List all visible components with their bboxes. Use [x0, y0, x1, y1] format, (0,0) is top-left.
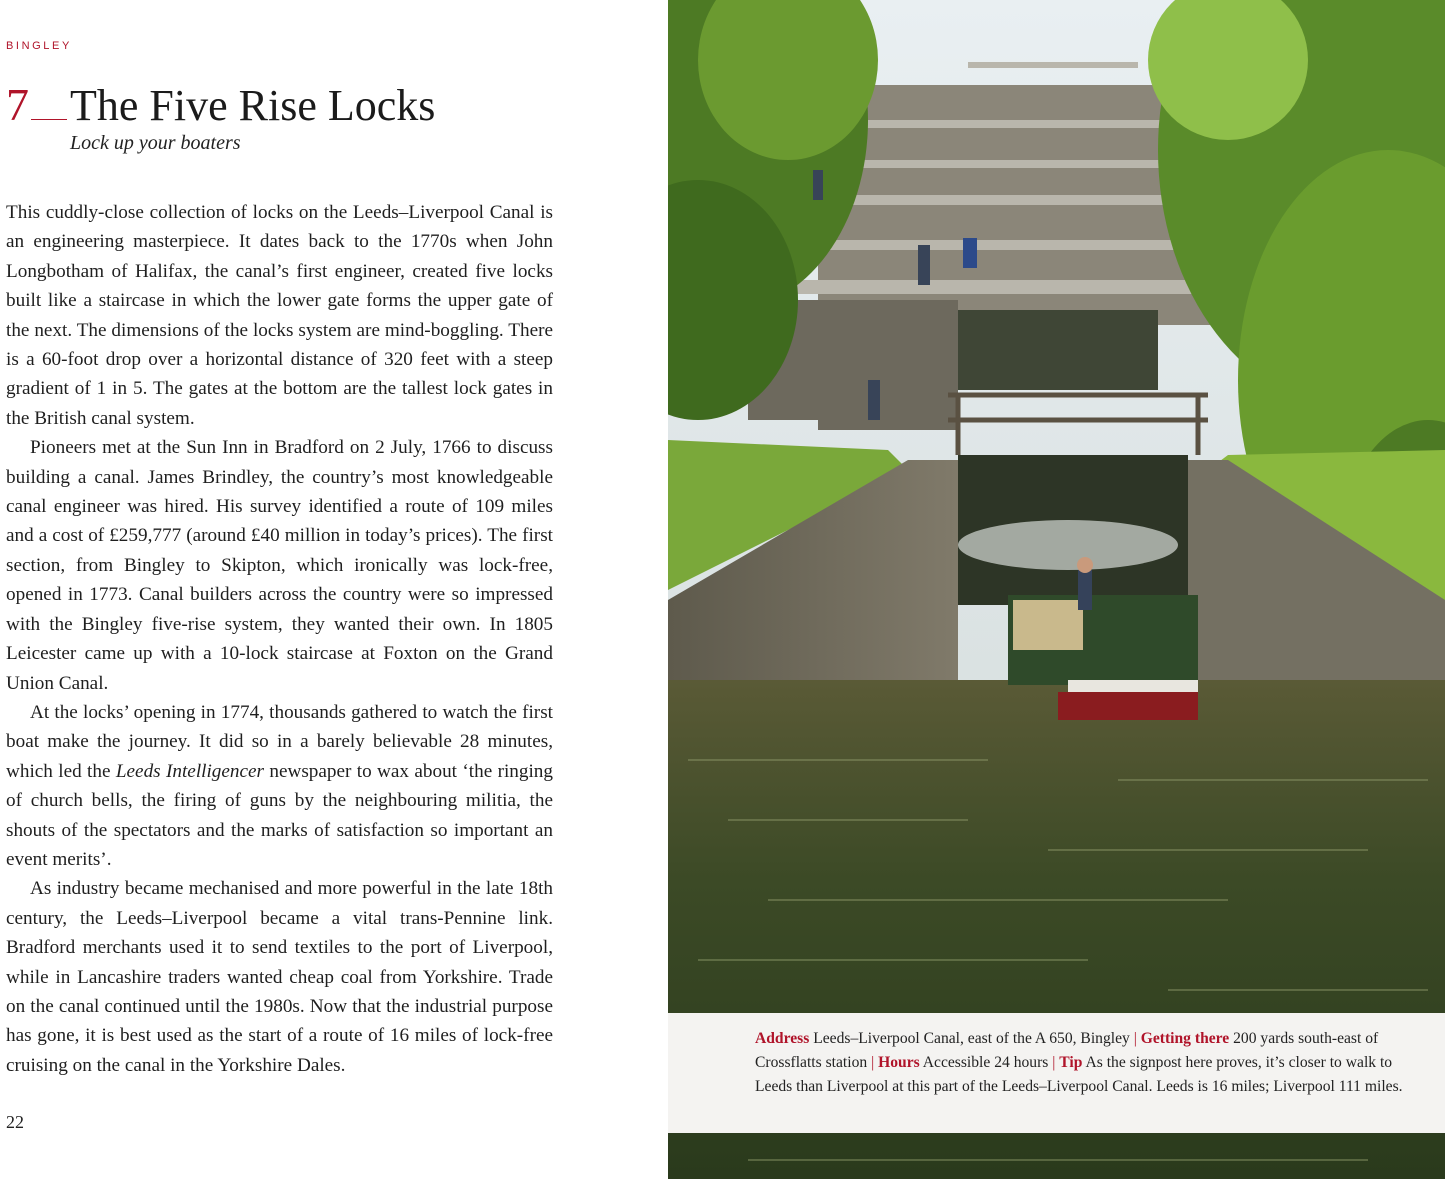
chapter-rule	[31, 119, 67, 120]
newspaper-name: Leeds Intelligencer	[115, 760, 265, 782]
caption-separator: |	[871, 1054, 875, 1071]
paragraph-3	[6, 698, 553, 874]
paragraph-4: As industry became mechanised and more powerful in the late 18th century, the Leeds–Liverpool became a vital trans-Pennine link. Bradford merchants used it to send textiles to the port of Liverpool, while in Lancashire traders wanted cheap coal from Yorkshire. Trade on the canal continued until the 1980s. Now that the industrial purpose has gone, it is best used as the start of a route of 16 miles of lock-free cruising on the canal in the Yorkshire Dales.	[6, 878, 553, 1076]
chapter-title: The Five Rise Locks	[70, 81, 436, 130]
caption-separator: |	[1052, 1054, 1056, 1071]
paragraph-2: Pioneers met at the Sun Inn in Bradford on 2 July, 1766 to discuss building a canal. James Brindley, the country’s most knowledgeable canal engineer was hired. His survey identified a route of 109 miles and a cost of £259,777 (around £40 million in today’s prices). The first section, from Bingley to Skipton, which ironically was lock-free, opened in 1773. Canal builders across the country were so impressed with the Bingley five-rise system, they wanted their own. In 1805 Leicester came up with a 10-lock staircase at Foxton on the Grand Union Canal.	[6, 437, 553, 694]
info-caption	[668, 1013, 1445, 1133]
chapter-number: 7	[6, 79, 29, 130]
tip-label: Tip	[1059, 1054, 1083, 1071]
tip-text: As the signpost here proves, it’s closer to walk to Leeds than Liverpool at this part of the Leeds–Liverpool Canal. Leeds is 16 miles; Liverpool 111 miles.	[755, 1054, 1403, 1095]
canal-locks-photo	[668, 0, 1445, 1179]
left-page	[0, 0, 668, 1179]
paragraph-3-end: newspaper to wax about ‘the ringing of church bells, the firing of guns by the neighbouring militia, the shouts of the spectators and the marks of satisfaction so important an event merits’.	[6, 760, 553, 870]
getting-there-label: Getting there	[1140, 1030, 1230, 1047]
getting-there-text: 200 yards south-east of Crossflatts station	[755, 1030, 1379, 1071]
hours-label: Hours	[878, 1054, 920, 1071]
right-page	[668, 0, 1445, 1179]
hours-text: Accessible 24 hours	[922, 1054, 1049, 1071]
water-spray	[958, 520, 1178, 570]
chapter-heading	[6, 78, 435, 133]
body-text	[6, 198, 553, 1080]
paragraph-3-start: At the locks’ opening in 1774, thousands gathered to watch the first boat make the journey. It did so in a barely believable 28 minutes, which led the	[6, 701, 553, 782]
page-number: 22	[6, 1112, 24, 1132]
lock-chamber-upper	[958, 310, 1158, 390]
address-label: Address	[755, 1030, 810, 1047]
section-label: BINGLEY	[6, 40, 72, 52]
caption-separator: |	[1133, 1030, 1137, 1047]
address-text: Leeds–Liverpool Canal, east of the A 650, Bingley	[813, 1030, 1130, 1047]
chapter-subtitle: Lock up your boaters	[70, 132, 241, 154]
paragraph-1: This cuddly-close collection of locks on the Leeds–Liverpool Canal is an engineering masterpiece. It dates back to the 1770s when John Longbotham of Halifax, the canal’s first engineer, created five locks built like a staircase in which the lower gate forms the upper gate of the next. The dimensions of the locks system are mind-boggling. There is a 60-foot drop over a horizontal distance of 320 feet with a steep gradient of 1 in 5. The gates at the bottom are the tallest lock gates in the British canal system.	[6, 202, 553, 429]
